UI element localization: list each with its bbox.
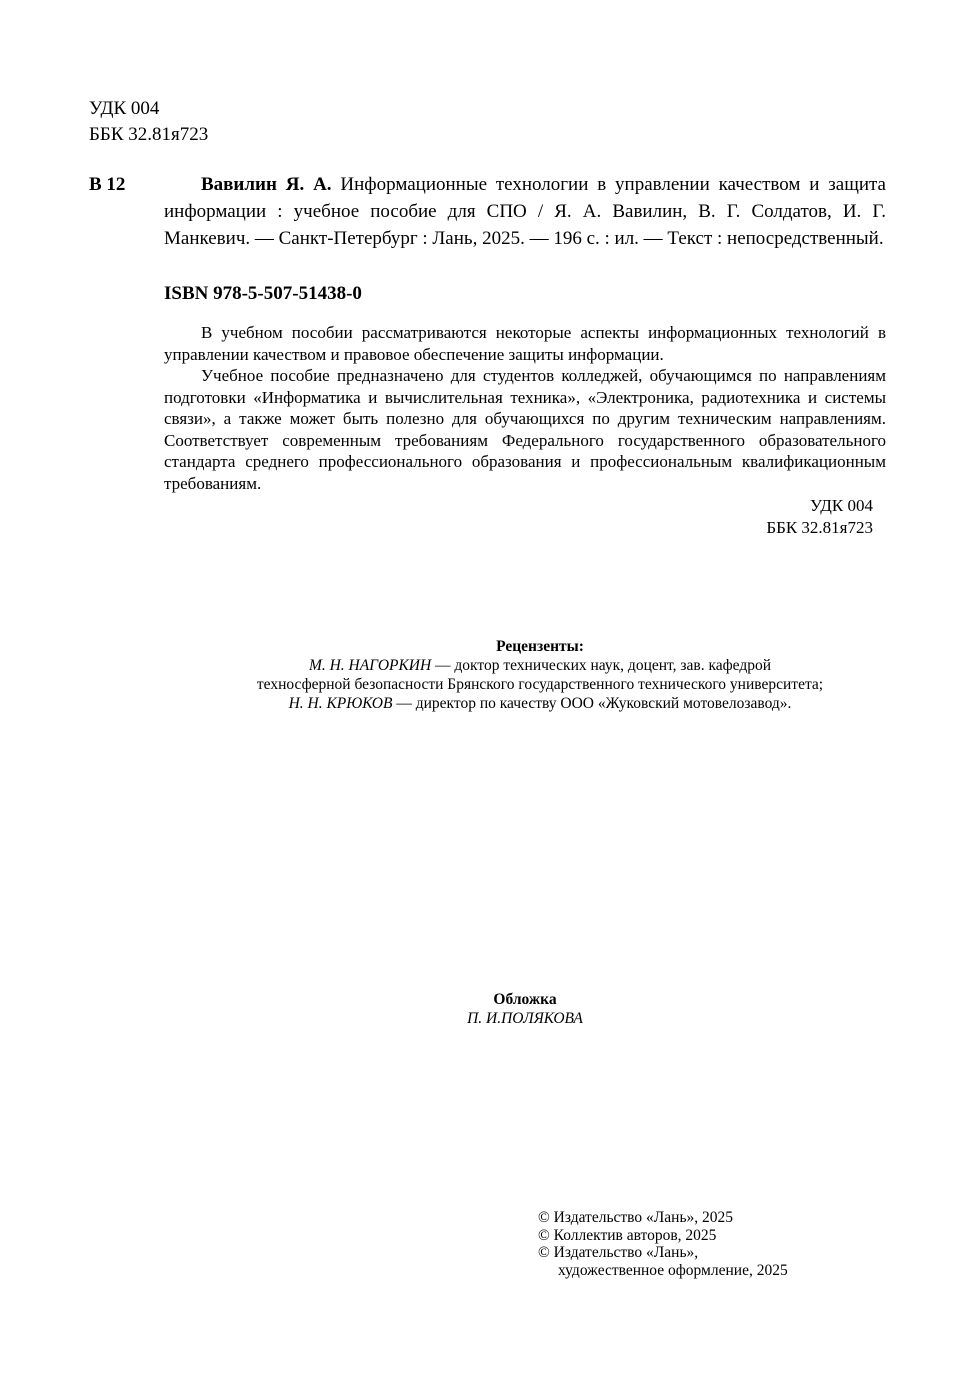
copyright-line-1: © Издательство «Лань», 2025 — [538, 1209, 734, 1226]
copyright-line-2: © Коллектив авторов, 2025 — [538, 1226, 717, 1244]
cover-credit — [325, 990, 725, 1028]
cover-designer: П. И.ПОЛЯКОВА — [467, 1010, 583, 1027]
udk-code: УДК 004 — [89, 98, 160, 119]
copyright-line-3: © Издательство «Лань», — [538, 1244, 699, 1261]
isbn: ISBN 978-5-507-51438-0 — [164, 283, 362, 304]
author-name: Вавилин Я. А. — [201, 174, 332, 195]
classification-codes — [700, 495, 873, 539]
copyright-line-4: художественное оформление, 2025 — [558, 1261, 788, 1279]
bibliographic-text: Информационные технологии в управлении качеством и защита информации : учебное пособие для СПО / Я. А. Вавилин, В. Г. Солдатов, И. Г. Манкевич. — Санкт-Петербург : Лань, 2025. — 196 с. : ил. — Текст : непосредственный. — [164, 174, 886, 249]
reviewers-block — [140, 637, 940, 713]
udk-code-right: УДК 004 — [809, 496, 873, 515]
bibliographic-description — [164, 171, 886, 252]
header-classification — [89, 96, 208, 148]
annotation-paragraph-1: В учебном пособии рассматриваются некоторые аспекты информационных технологий в управлении качеством и правовое обеспечение защиты информации. — [164, 323, 886, 364]
reviewers-heading: Рецензенты: — [496, 638, 584, 655]
reviewer-1 — [140, 656, 940, 675]
copyright-block — [538, 1209, 958, 1279]
reviewer-2-name: Н. Н. КРЮКОВ — [288, 695, 393, 712]
reviewer-1-name: М. Н. НАГОРКИН — [308, 657, 432, 674]
bbk-code: ББК 32.81я723 — [89, 124, 209, 145]
reviewer-2-position: — директор по качеству ООО «Жуковский мотовелозавод». — [392, 695, 792, 712]
cover-heading: Обложка — [493, 991, 557, 1008]
reviewer-1-affiliation: техносферной безопасности Брянского государственного технического университета; — [256, 676, 824, 693]
annotation — [164, 322, 886, 494]
author-mark: В 12 — [89, 174, 126, 195]
bbk-code-right: ББК 32.81я723 — [766, 518, 873, 537]
annotation-paragraph-2: Учебное пособие предназначено для студентов колледжей, обучающимся по направлениям подготовки «Информатика и вычислительная техника», «Электроника, радиотехника и системы связи», а также может быть полезно для обучающихся по другим техническим направлениям. Соответствует современным требованиям Федерального государственного образовательного стандарта среднего профессионального образования и профессиональным квалификационным требованиям. — [164, 366, 886, 493]
reviewer-1-position: — доктор технических наук, доцент, зав. кафедрой — [431, 657, 772, 674]
reviewer-2 — [140, 694, 940, 713]
